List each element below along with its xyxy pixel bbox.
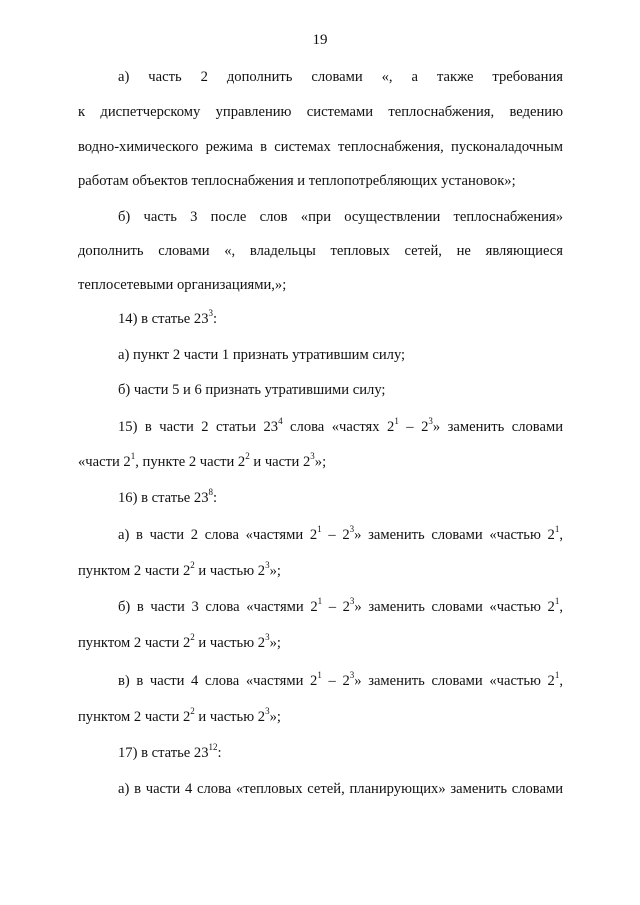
text-line-10: б) части 5 и 6 признать утратившими силу;: [118, 382, 386, 398]
line-17-text-c: »;: [269, 635, 281, 651]
item-16-colon: :: [213, 490, 218, 506]
text-line-18: [118, 672, 563, 690]
superscript: 3: [349, 670, 355, 681]
line-17-text-b: и частью 2: [194, 635, 266, 651]
text-line-21: а) в части 4 слова «тепловых сетей, планирующих» заменить словами: [118, 781, 563, 797]
line-18-text-d: ,: [559, 673, 563, 689]
line-14-text-c: » заменить словами «частью 2: [354, 527, 555, 543]
line-14-text-b: – 2: [321, 527, 350, 543]
line-16-text-a: б) в части 3 слова «частями 2: [118, 599, 318, 615]
superscript: 3: [265, 560, 270, 571]
line-18-text-b: – 2: [321, 673, 350, 689]
line-15-text-c: »;: [269, 563, 281, 579]
line-16-text-d: ,: [559, 599, 563, 615]
text-line-19: [78, 708, 281, 726]
text-line-9: а) пункт 2 части 1 признать утратившим силу;: [118, 347, 406, 363]
text-line-2: к диспетчерскому управлению системами теплоснабжения, ведению: [78, 104, 563, 120]
text-line-3: водно-химического режима в системах теплоснабжения, пусконаладочным: [78, 139, 563, 155]
superscript: 3: [265, 706, 270, 717]
superscript: 1: [554, 596, 560, 607]
superscript: 3: [349, 596, 355, 607]
text-line-5: б) часть 3 после слов «при осуществлении теплоснабжения»: [118, 209, 563, 225]
item-15-text-b: слова «частях 2: [282, 419, 395, 435]
text-line-20: [118, 744, 222, 762]
line-18-text-c: » заменить словами «частью 2: [354, 673, 555, 689]
superscript: 1: [554, 670, 560, 681]
item-16-text: 16) в статье 23: [118, 490, 209, 506]
text-line-14: [118, 526, 563, 544]
superscript: 2: [190, 560, 195, 571]
line-16-text-c: » заменить словами «частью 2: [354, 599, 555, 615]
line-14-text-d: ,: [559, 527, 563, 543]
line-17-text-a: пунктом 2 части 2: [78, 635, 191, 651]
superscript: 1: [317, 670, 322, 681]
line-18-text-a: в) в части 4 слова «частями 2: [118, 673, 318, 689]
text-line-1: а) часть 2 дополнить словами «, а также требования: [118, 69, 563, 85]
page-number: 19: [312, 32, 328, 48]
superscript: 2: [190, 632, 195, 643]
line-19-text-c: »;: [269, 709, 281, 725]
superscript: 1: [317, 524, 322, 535]
superscript: 3: [428, 416, 433, 427]
superscript: 3: [349, 524, 355, 535]
superscript: 2: [190, 706, 195, 717]
superscript: 3: [208, 308, 214, 319]
superscript: 3: [265, 632, 270, 643]
superscript: 4: [278, 416, 283, 427]
superscript: 1: [130, 451, 136, 462]
text-line-16: [118, 598, 563, 616]
text-line-6: дополнить словами «, владельцы тепловых сетей, не являющиеся: [78, 243, 563, 259]
line-15-text-b: и частью 2: [194, 563, 266, 579]
item-17-text: 17) в статье 23: [118, 745, 209, 761]
line-16-text-b: – 2: [322, 599, 350, 615]
text-line-17: [78, 634, 281, 652]
item-15-text-c: – 2: [398, 419, 429, 435]
text-line-8: [118, 310, 217, 328]
text-line-15: [78, 562, 281, 580]
item-17-colon: :: [217, 745, 222, 761]
item-15-text-d: » заменить словами: [432, 419, 564, 435]
line-12-text-c: и части 2: [249, 454, 311, 470]
text-line-4: работам объектов теплоснабжения и теплопотребляющих установок»;: [78, 173, 516, 189]
line-12-text-a: «части 2: [78, 454, 131, 470]
item-14-text: 14) в статье 23: [118, 311, 209, 327]
text-line-7: теплосетевыми организациями,»;: [78, 277, 287, 293]
text-line-11: [118, 418, 563, 436]
line-19-text-b: и частью 2: [194, 709, 266, 725]
superscript: 3: [310, 451, 315, 462]
line-14-text-a: а) в части 2 слова «частями 2: [118, 527, 318, 543]
superscript: 1: [394, 416, 399, 427]
superscript: 2: [245, 451, 250, 462]
superscript: 1: [317, 596, 323, 607]
text-line-13: [118, 489, 217, 507]
line-19-text-a: пунктом 2 части 2: [78, 709, 191, 725]
superscript: 12: [208, 742, 218, 753]
item-15-text-a: 15) в части 2 статьи 23: [118, 419, 279, 435]
line-15-text-a: пунктом 2 части 2: [78, 563, 191, 579]
superscript: 8: [208, 487, 214, 498]
text-line-12: [78, 453, 326, 471]
superscript: 1: [554, 524, 560, 535]
line-12-text-b: , пункте 2 части 2: [135, 454, 246, 470]
line-12-text-d: »;: [314, 454, 327, 470]
item-14-colon: :: [213, 311, 218, 327]
